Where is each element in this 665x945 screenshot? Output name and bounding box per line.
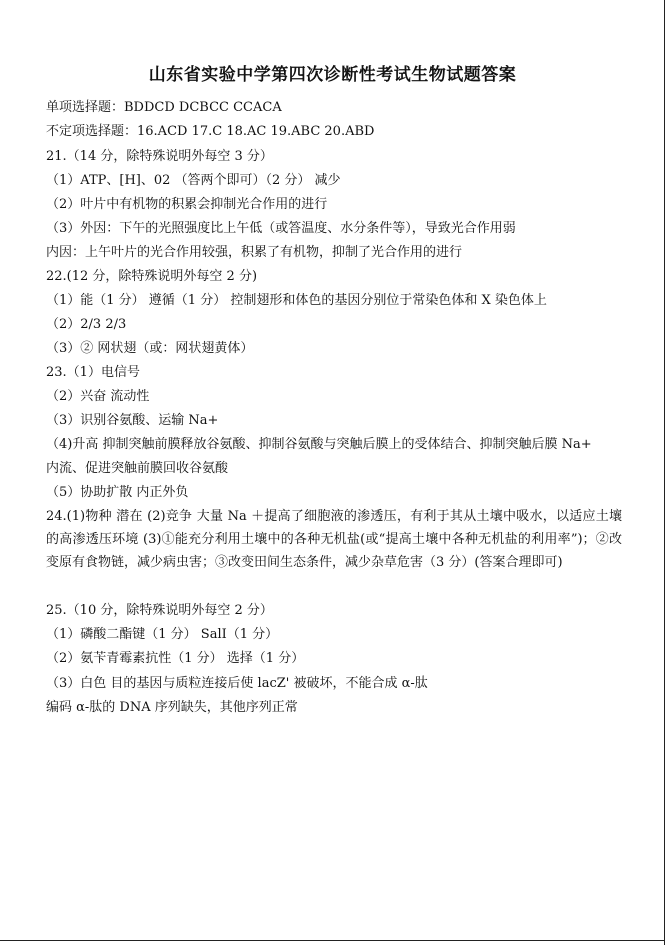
- q23-answer-4: （4)升高 抑制突触前膜释放谷氨酸、抑制谷氨酸与突触后膜上的受体结合、抑制突触后膜 Na+: [46, 437, 592, 452]
- q25-answer-3: （3）白色 目的基因与质粒连接后使 lacZ' 被破坏，不能合成 α-肽: [46, 676, 428, 691]
- q23-answer-4-continued: 内流、促进突触前膜回收谷氨酸: [46, 461, 229, 476]
- document-title: 山东省实验中学第四次诊断性考试生物试题答案: [148, 65, 517, 85]
- q22-answer-1: （1）能（1 分） 遵循（1 分） 控制翅形和体色的基因分别位于常染色体和 X 染色体上: [46, 293, 547, 308]
- q25-answer-3-continued: 编码 α-肽的 DNA 序列缺失，其他序列正常: [46, 700, 298, 715]
- q21-header: 21.（14 分，除特殊说明外每空 3 分）: [46, 149, 273, 164]
- single-choice-answers: 单项选择题：BDDCD DCBCC CCACA: [46, 100, 282, 115]
- q25-answer-2: （2）氨苄青霉素抗性（1 分） 选择（1 分）: [46, 651, 305, 666]
- q21-answer-1: （1）ATP、[H]、02 （答两个即可）（2 分） 减少: [46, 173, 341, 188]
- q21-answer-2: （2）叶片中有机物的积累会抑制光合作用的进行: [46, 197, 328, 212]
- q23-answer-1: 23.（1）电信号: [46, 365, 140, 380]
- q25-header: 25.（10 分，除特殊说明外每空 2 分）: [46, 603, 273, 618]
- multi-choice-answers: 不定项选择题：16.ACD 17.C 18.AC 19.ABC 20.ABD: [46, 124, 375, 139]
- q22-header: 22.(12 分，除特殊说明外每空 2 分): [46, 269, 258, 284]
- q23-answer-3: （3）识别谷氨酸、运输 Na+: [46, 413, 219, 428]
- q22-answer-3: （3）② 网状翅（或：网状翅黄体）: [46, 341, 254, 356]
- q21-answer-3-internal: 内因：上午叶片的光合作用较强，积累了有机物，抑制了光合作用的进行: [46, 245, 463, 260]
- q24-answer: 24.(1)物种 潜在 (2)竞争 大量 Na ＋提高了细胞液的渗透压，有利于其从土壤中吸水，以适应土壤的高渗透压环境 (3)①能充分利用土壤中的各种无机盐(或“提高土壤中各种无机盐的利用率”)；②改变原有食物链，减少病虫害；③改变田间生态条件，减少杂草危害（3 分）(答案合理即可): [46, 509, 622, 570]
- q21-answer-3-external: （3）外因：下午的光照强度比上午低（或答温度、水分条件等），导致光合作用弱: [46, 221, 516, 236]
- q25-answer-1: （1）磷酸二酯键（1 分） SalI（1 分）: [46, 627, 279, 642]
- q23-answer-5: （5）协助扩散 内正外负: [46, 485, 189, 500]
- q23-answer-2: （2）兴奋 流动性: [46, 389, 150, 404]
- page-border-bottom: [0, 940, 665, 941]
- q22-answer-2: （2）2/3 2/3: [46, 317, 127, 332]
